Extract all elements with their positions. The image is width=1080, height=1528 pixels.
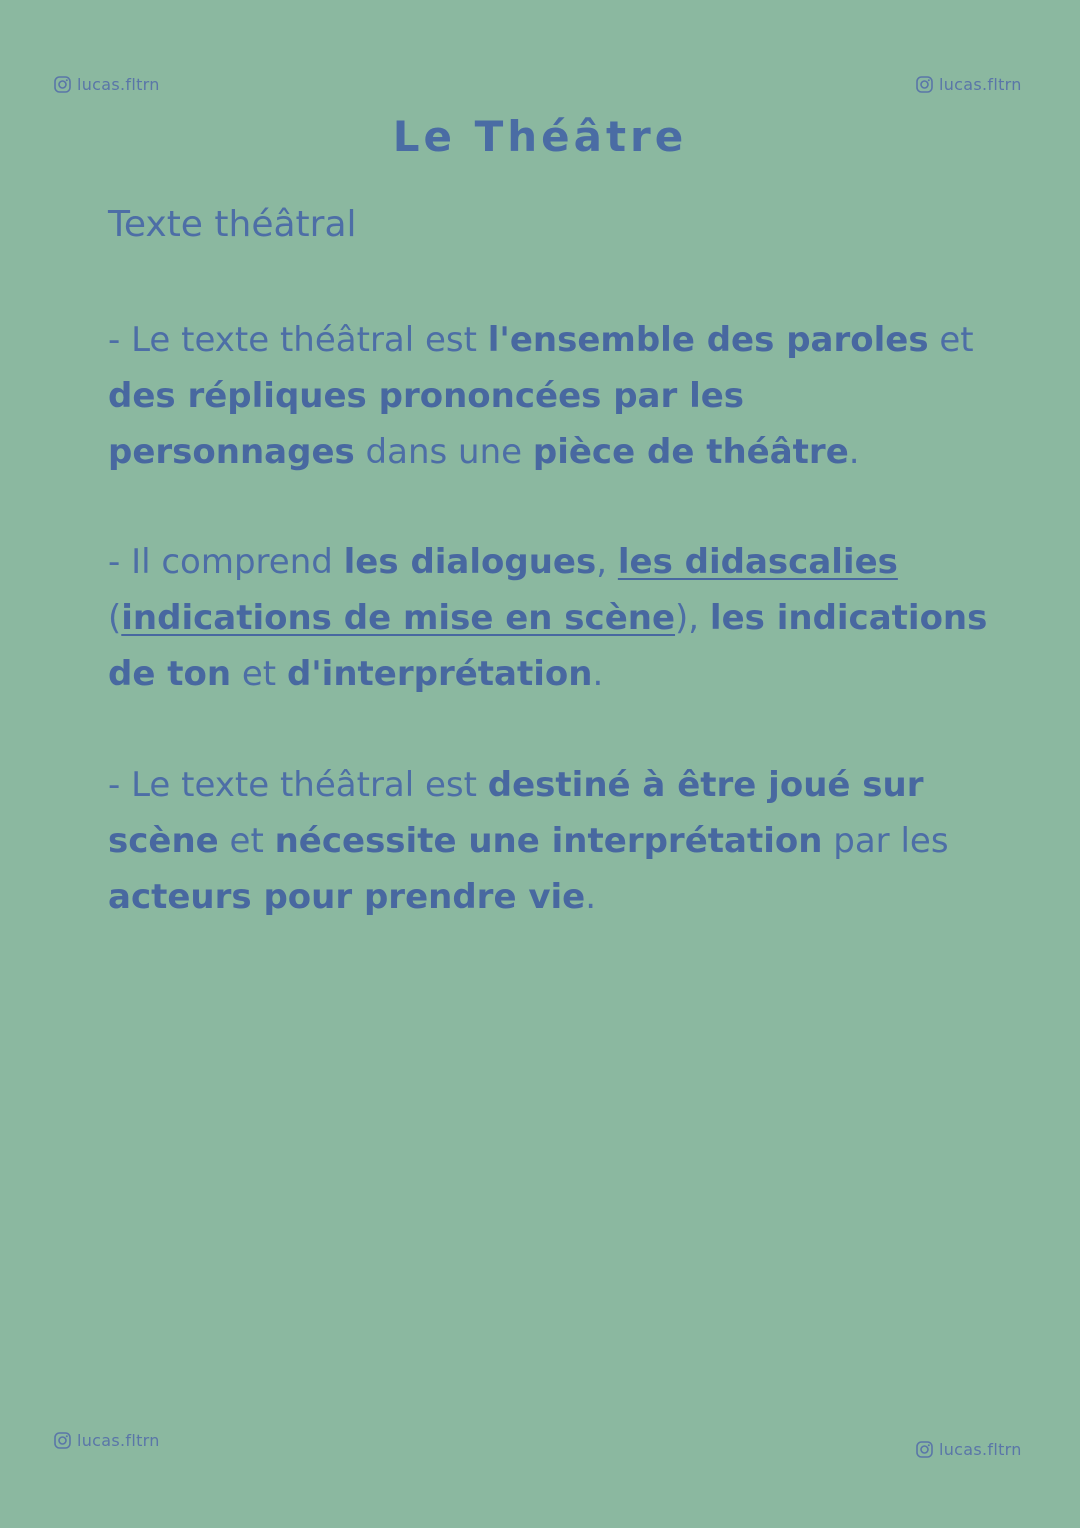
text-span: . <box>585 877 597 917</box>
bold-span: pièce de théâtre <box>532 432 849 472</box>
watermark-handle: lucas.fltrn <box>77 1431 160 1450</box>
text-span: et <box>231 654 287 694</box>
watermark-handle: lucas.fltrn <box>77 75 160 94</box>
watermark-handle: lucas.fltrn <box>939 75 1022 94</box>
bold-span: d'interprétation <box>286 654 593 694</box>
text-span: . <box>848 432 860 472</box>
bold-span: destiné à être joué sur scène <box>108 765 924 861</box>
instagram-icon <box>54 1432 71 1449</box>
text-span: ), <box>675 598 710 638</box>
watermark-top-right <box>916 75 1022 94</box>
watermark-handle: lucas.fltrn <box>939 1440 1022 1459</box>
text-span: et <box>928 320 974 360</box>
text-span: dans une <box>354 432 533 472</box>
paragraph-definition <box>108 312 988 480</box>
watermark-bottom-left <box>54 1431 160 1450</box>
text-span: - Le texte théâtral est <box>108 765 488 805</box>
paragraph-purpose <box>108 757 988 925</box>
watermark-bottom-right <box>916 1440 1022 1459</box>
text-span: ( <box>108 598 122 638</box>
watermark-top-left <box>54 75 160 94</box>
bold-span: l'ensemble des paroles <box>487 320 929 360</box>
instagram-icon <box>916 76 933 93</box>
text-span: . <box>592 654 604 694</box>
bold-span: les dialogues <box>343 542 597 582</box>
bold-span: nécessite une interprétation <box>274 821 823 861</box>
instagram-icon <box>54 76 71 93</box>
bold-span: acteurs pour prendre vie <box>108 877 586 917</box>
page-title: Le Théâtre <box>392 112 688 161</box>
text-span: - Le texte théâtral est <box>108 320 488 360</box>
paragraph-components <box>108 534 988 702</box>
bold-span: les indications de ton <box>108 598 988 694</box>
text-span: par les <box>822 821 949 861</box>
instagram-icon <box>916 1441 933 1458</box>
text-span: - Il comprend <box>108 542 344 582</box>
underlined-bold-span: les didascalies <box>617 542 898 582</box>
bold-span: des répliques prononcées par les personnages <box>108 376 745 472</box>
section-heading: Texte théâtral <box>108 204 357 245</box>
underlined-bold-span: indications de mise en scène <box>121 598 676 638</box>
text-span: , <box>596 542 618 582</box>
text-span: et <box>218 821 275 861</box>
